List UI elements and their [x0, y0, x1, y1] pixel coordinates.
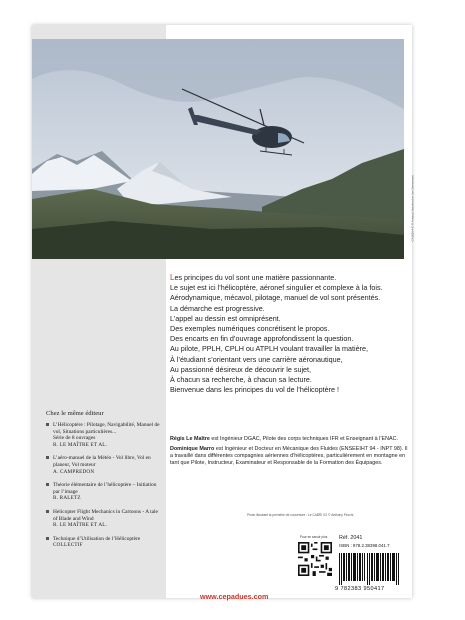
book-title: Helicopter Flight Mechanics in Cartoons - A tale of Blade and Wind	[53, 508, 158, 522]
bullet-square-icon	[46, 510, 49, 513]
book-title: L’aéro-manuel de la Météo - Vol libre, Vol en planeur, Vol moteur	[53, 455, 151, 468]
reference-number: Réf. 2041	[339, 535, 363, 541]
mountain-landscape-image	[32, 39, 404, 259]
photo-credit: CASQU4-C © Arnaud Jeaufroid et Jan Sammeyer	[410, 175, 414, 242]
list-item	[46, 482, 161, 502]
same-publisher-heading: Chez le même éditeur	[46, 410, 104, 417]
intro-line: La démarche est progressive.	[170, 303, 265, 313]
intro-line: Le sujet est ici l’hélicoptère, aéronef singulier et complexe à la fois.	[170, 283, 383, 293]
author-bio	[170, 446, 410, 467]
intro-line: À chacun sa recherche, à chacun sa lecture.	[170, 375, 312, 385]
intro-text	[170, 273, 410, 395]
book-author: R. LE MAÎTRE ET AL.	[53, 522, 108, 529]
book-author: R. LE MAÎTRE ET AL.	[53, 441, 108, 448]
intro-line: Des encarts en fin d’ouvrage approfondissent la question.	[170, 334, 354, 344]
book-extra: Série de 8 ouvrages	[53, 435, 96, 442]
barcode-number: 9 782383 950417	[335, 586, 385, 592]
author-description: est Ingénieur et Docteur en Mécanique des Fluides (ENSEEIHT 94 - INPT 98). Il a travaillé dans différentes compagnies aériennes d’hélicoptères, particulièrement en montagne en tant que Pilote, Instructeur, Examinateur et Responsable de la Formation des Équipages.	[170, 445, 408, 466]
intro-line: À l’étudiant s’orientant vers une carrière aéronautique,	[170, 354, 343, 364]
list-item	[46, 455, 161, 475]
author-description: est Ingénieur DGAC, Pilote des corps techniques IFR et Enseignant à l’ENAC.	[209, 436, 399, 442]
intro-line: Les principes du vol sont une matière passionnante.	[170, 273, 337, 282]
bullet-square-icon	[46, 456, 49, 459]
barcode-icon	[339, 553, 401, 585]
publisher-book-list	[46, 422, 161, 556]
photo-caption: Photo illustrant la première de couverture : Le CABRI G2 © Anthony Pecchi	[247, 513, 354, 517]
bullet-square-icon	[46, 537, 49, 540]
book-title: Théorie élémentaire de l’hélicoptère – Initiation par l’image	[53, 482, 157, 495]
website-link[interactable]: www.cepadues.com	[200, 592, 269, 601]
isbn: ISBN : 978.2.38398.041.7	[339, 543, 390, 548]
intro-line: Bienvenue dans les principes du vol de l’hélicoptère !	[170, 385, 340, 395]
book-back-cover	[32, 25, 414, 601]
book-author: COLLECTIF	[53, 542, 83, 549]
author-bios	[170, 436, 410, 470]
list-item	[46, 509, 161, 529]
list-item	[46, 536, 161, 549]
intro-line: Aérodynamique, mécavol, pilotage, manuel de vol sont présentés.	[170, 293, 381, 303]
qr-code-icon[interactable]	[298, 542, 332, 576]
bullet-square-icon	[46, 423, 49, 426]
qr-label: Pour en savoir plus	[300, 535, 328, 539]
book-author: A. CAMPREDON	[53, 468, 95, 475]
helicopter-photo	[32, 39, 404, 259]
author-name: Régis Le Maître	[170, 436, 210, 442]
intro-line: L’appel au dessin est omniprésent.	[170, 313, 281, 323]
book-title: Technique d’Utilisation de l’Hélicoptère	[53, 535, 141, 542]
list-item	[46, 422, 161, 448]
book-author: R. RALETZ	[53, 495, 81, 502]
bullet-square-icon	[46, 483, 49, 486]
intro-line: Au pilote, PPLH, CPLH ou ATPLH voulant travailler la matière,	[170, 344, 369, 354]
author-name: Dominique Marro	[170, 445, 215, 452]
book-title: L’Hélicoptère : Pilotage, Navigabilité, Manuel de vol, Situations particulières...	[53, 422, 160, 435]
author-bio	[170, 436, 410, 443]
intro-line: Des exemples numériques concrétisent le propos.	[170, 324, 330, 334]
intro-line: Au passionné désireux de découvrir le sujet,	[170, 364, 312, 374]
